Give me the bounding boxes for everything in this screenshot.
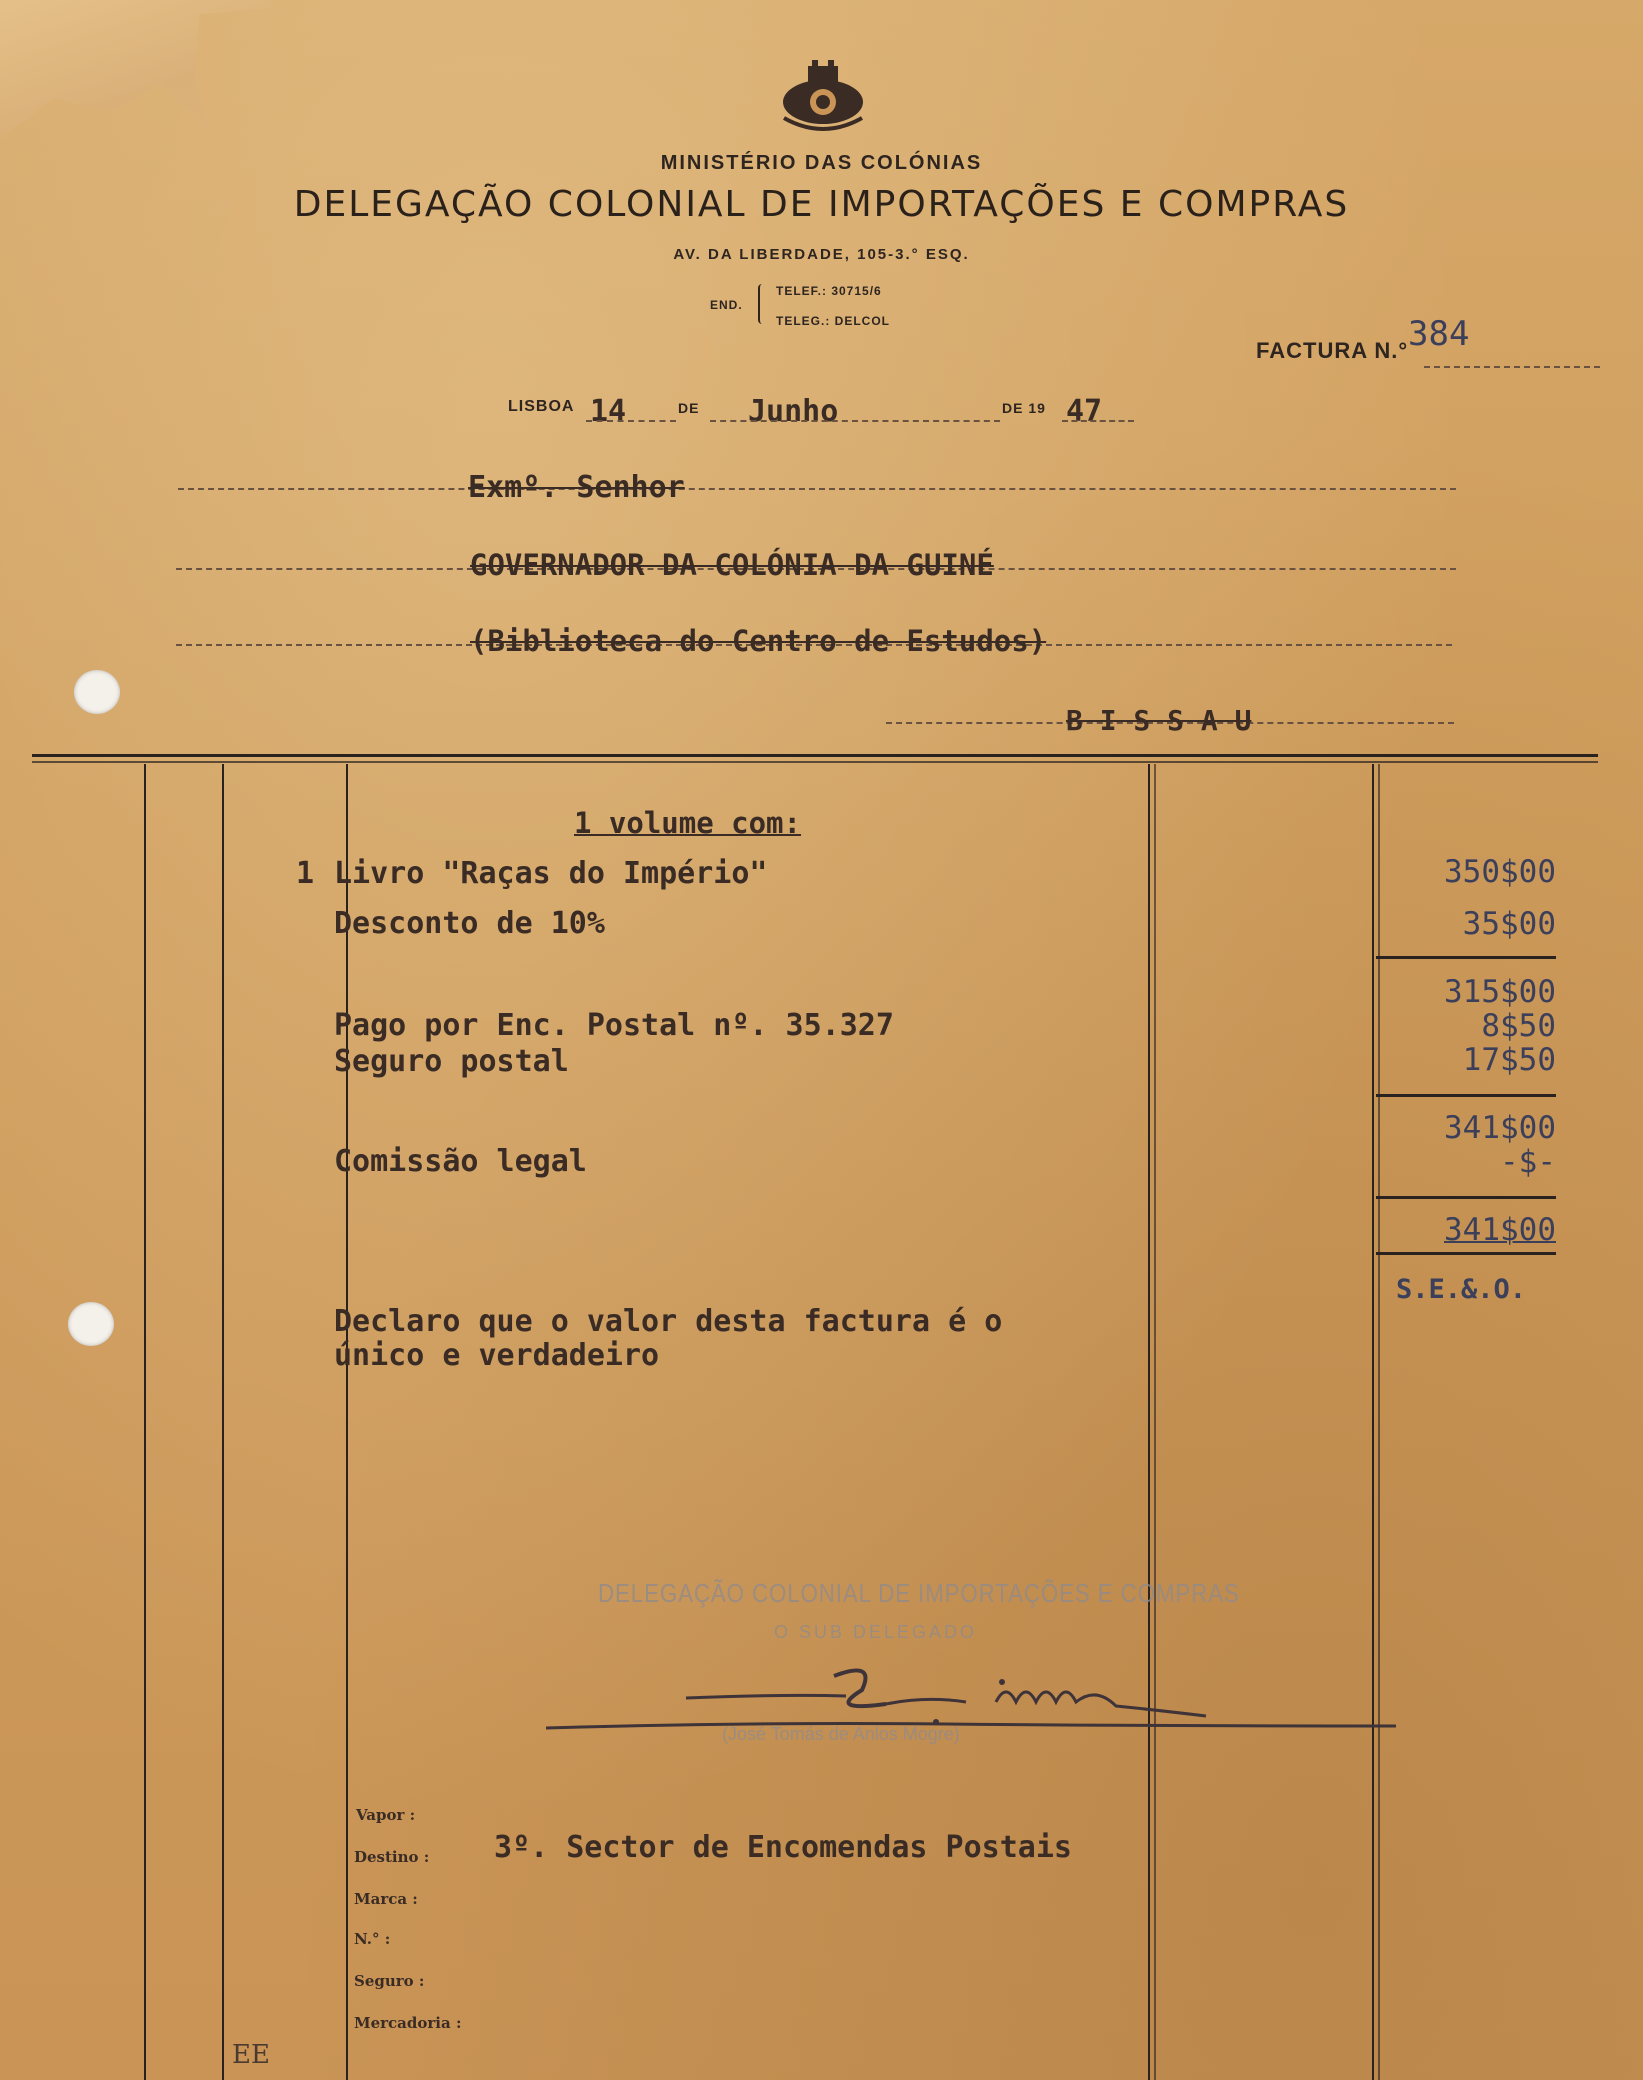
- recipient-salutation: Exmº. Senhor: [468, 470, 685, 505]
- amount-subtotal-2: 341$00: [1444, 1110, 1556, 1146]
- commission-line: Comissão legal: [334, 1144, 587, 1179]
- recipient-governor: GOVERNADOR DA COLÓNIA DA GUINÉ: [470, 548, 994, 582]
- date-year-line: [1062, 420, 1134, 422]
- amount-insurance: 17$50: [1462, 1042, 1556, 1078]
- coat-of-arms-icon: [776, 58, 870, 132]
- item-description: Livro "Raças do Império": [334, 856, 768, 891]
- punch-hole-bottom: [68, 1302, 114, 1346]
- date-year: 47: [1066, 394, 1103, 429]
- discount-line: Desconto de 10%: [334, 906, 605, 941]
- column-rule-5b: [1378, 764, 1380, 2080]
- table-top-rule-2: [32, 761, 1598, 763]
- column-rule-4b: [1154, 764, 1156, 2080]
- recipient-line-1: [178, 488, 1456, 490]
- seo-mark: S.E.&.O.: [1396, 1274, 1527, 1305]
- volume-heading: 1 volume com:: [574, 806, 801, 840]
- address: AV. DA LIBERDADE, 105-3.° ESQ.: [673, 246, 970, 263]
- subtotal-rule-2: [1376, 1094, 1556, 1097]
- invoice-number-line: [1424, 366, 1600, 368]
- label-seguro: Seguro :: [354, 1972, 425, 1990]
- amount-book-price: 350$00: [1444, 854, 1556, 890]
- label-marca: Marca :: [354, 1890, 418, 1908]
- punch-hole-top: [74, 670, 120, 714]
- date-de2: DE 19: [1002, 400, 1046, 416]
- recipient-library: (Biblioteca do Centro de Estudos): [470, 624, 1047, 658]
- column-rule-1: [144, 764, 146, 2080]
- date-city-label: LISBOA: [508, 398, 575, 415]
- item-quantity: 1: [296, 856, 315, 891]
- total-rule-bottom: [1376, 1252, 1556, 1255]
- postal-insurance-line: Seguro postal: [334, 1044, 569, 1079]
- subtotal-rule-1: [1376, 956, 1556, 959]
- label-destino: Destino :: [354, 1848, 430, 1866]
- ministry-title: MINISTÉRIO DAS COLÓNIAS: [660, 152, 983, 174]
- column-rule-5a: [1372, 764, 1374, 2080]
- date-month: Junho: [748, 394, 839, 429]
- torn-corner: [0, 0, 270, 140]
- postal-payment-line: Pago por Enc. Postal nº. 35.327: [334, 1008, 894, 1043]
- invoice-number: 384: [1408, 314, 1470, 354]
- declaration-line-1: Declaro que o valor desta factura é o: [334, 1304, 1003, 1339]
- signature: [546, 1646, 1396, 1736]
- declaration-line-2: único e verdadeiro: [334, 1338, 660, 1373]
- stamp-delegation: DELEGAÇÃO COLONIAL DE IMPORTAÇÕES E COMPRAS: [598, 1578, 1240, 1608]
- amount-total: 341$00: [1444, 1212, 1556, 1248]
- telegraph: TELEG.: DELCOL: [776, 314, 890, 328]
- amount-commission: -$-: [1500, 1144, 1556, 1180]
- total-rule-top: [1376, 1196, 1556, 1199]
- column-rule-2: [222, 764, 224, 2080]
- amount-subtotal: 315$00: [1444, 974, 1556, 1010]
- table-top-rule: [32, 754, 1598, 757]
- recipient-city: B I S S A U: [1066, 704, 1252, 737]
- column-rule-4a: [1148, 764, 1150, 2080]
- side-mark-ee: EE: [232, 2040, 270, 2070]
- label-vapor: Vapor :: [356, 1806, 416, 1824]
- delegation-title: DELEGAÇÃO COLONIAL DE IMPORTAÇÕES E COMPRAS: [293, 184, 1350, 225]
- contact-brace: [758, 284, 766, 324]
- invoice-label: FACTURA N.°: [1256, 338, 1409, 363]
- date-day: 14: [590, 394, 627, 429]
- label-mercadoria: Mercadoria :: [354, 2014, 462, 2032]
- postal-sector: 3º. Sector de Encomendas Postais: [494, 1830, 1072, 1865]
- amount-postal: 8$50: [1481, 1008, 1556, 1044]
- amount-discount: 35$00: [1462, 906, 1556, 942]
- stamp-sub-delegate: O SUB DELEGADO: [774, 1622, 978, 1642]
- date-month-line: [710, 420, 1000, 422]
- date-de1: DE: [678, 400, 700, 416]
- date-day-line: [586, 420, 676, 422]
- stamp-name: (José Tomás de Anlos Mogre): [722, 1724, 960, 1744]
- label-numero: N.° :: [354, 1930, 391, 1948]
- end-label: END.: [710, 298, 743, 312]
- column-rule-3: [346, 764, 348, 2080]
- telephone: TELEF.: 30715/6: [776, 284, 882, 298]
